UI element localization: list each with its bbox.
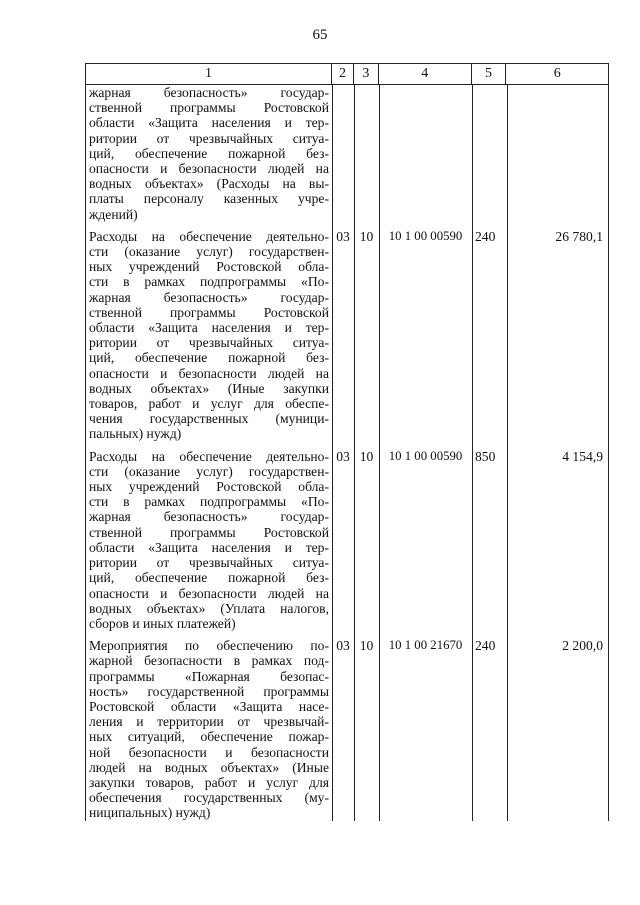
- description-line: пальных) нужд): [89, 426, 182, 442]
- row-description: [85, 449, 332, 631]
- description-line: сти в рамках подпрограммы «По-: [89, 274, 329, 290]
- header-col-1: 1: [86, 64, 332, 84]
- page-number: 65: [312, 27, 328, 43]
- description-line: ций, обеспечение пожарной без-: [89, 350, 329, 366]
- row-subsection: [354, 85, 379, 222]
- row-target-article: 10 1 00 21670: [388, 638, 463, 653]
- description-line: ления и территории от чрезвычай-: [89, 714, 329, 730]
- table-header-row: [85, 63, 609, 85]
- description-line: области «Защита населения и тер-: [89, 539, 329, 555]
- description-line: ритории от чрезвычайных ситуа-: [89, 555, 329, 571]
- description-line: Расходы на обеспечение деятельно-: [89, 228, 329, 244]
- table-body: [85, 85, 609, 821]
- description-line: жарная безопасность» государ-: [89, 85, 329, 100]
- description-line: сти в рамках подпрограммы «По-: [89, 494, 329, 510]
- header-col-4: 4: [379, 64, 472, 84]
- row-expense-type: [472, 85, 507, 222]
- description-line: сти (оказание услуг) государствен-: [89, 463, 329, 479]
- description-line: сборов и иных платежей): [89, 615, 236, 631]
- row-target-article: [379, 85, 472, 222]
- description-line: ственной программы Ростовской: [89, 100, 329, 116]
- budget-table: [85, 63, 609, 821]
- description-line: жарная безопасность» государ-: [89, 509, 329, 525]
- table-row: [85, 631, 609, 820]
- description-line: чения государственных (муници-: [89, 411, 329, 427]
- row-amount: 2 200,0: [562, 638, 603, 654]
- header-col-2: 2: [332, 64, 354, 84]
- row-subsection: 10: [359, 638, 374, 654]
- description-line: товаров, работ и услуг для обеспе-: [89, 396, 329, 412]
- description-line: ций, обеспечение пожарной без-: [89, 145, 329, 161]
- header-col-6: 6: [553, 66, 561, 81]
- row-subsection: 10: [359, 228, 374, 244]
- description-line: программы «Пожарная безопас-: [89, 668, 329, 684]
- description-line: ждений): [89, 206, 138, 222]
- description-line: людей на водных объектах» (Иные: [89, 759, 329, 775]
- description-line: обеспечения государственных (му-: [89, 790, 329, 806]
- description-line: водных объектах» (Иные закупки: [89, 380, 329, 396]
- row-target-article: 10 1 00 00590: [388, 228, 463, 243]
- description-line: ной безопасности и безопасности: [89, 744, 329, 760]
- row-amount: 4 154,9: [562, 448, 603, 464]
- description-line: водных объектах» (Расходы на вы-: [89, 176, 329, 192]
- row-section: 03: [336, 638, 350, 654]
- description-line: ственной программы Ростовской: [89, 304, 329, 320]
- row-subsection: 10: [359, 448, 374, 464]
- header-col-3: 3: [354, 64, 379, 84]
- description-line: водных объектах» (Уплата налогов,: [89, 600, 329, 616]
- description-line: платы персоналу казенных учре-: [89, 191, 329, 207]
- description-line: области «Защита населения и тер-: [89, 320, 329, 336]
- table-row: [85, 442, 609, 631]
- description-line: ственной программы Ростовской: [89, 524, 329, 540]
- description-line: опасности и безопасности людей на: [89, 365, 329, 381]
- header-col-5: 5: [472, 64, 507, 84]
- description-line: опасности и безопасности людей на: [89, 161, 329, 177]
- description-line: ность» государственной программы: [89, 683, 329, 699]
- description-line: опасности и безопасности людей на: [89, 585, 329, 601]
- table-row: [85, 222, 609, 442]
- description-line: ритории от чрезвычайных ситуа-: [89, 130, 329, 146]
- description-line: сти (оказание услуг) государствен-: [89, 244, 329, 260]
- row-amount: 26 780,1: [555, 228, 603, 244]
- description-line: Мероприятия по обеспечению по-: [89, 638, 329, 654]
- description-line: жарная безопасность» государ-: [89, 289, 329, 305]
- row-expense-type: 850: [475, 448, 496, 464]
- row-section: [332, 85, 354, 222]
- row-expense-type: 240: [475, 638, 496, 654]
- description-line: Ростовской области «Защита насе-: [89, 698, 329, 714]
- row-expense-type: 240: [475, 228, 496, 244]
- row-description: [85, 229, 332, 442]
- description-line: жарной безопасности в рамках под-: [89, 653, 329, 669]
- description-line: ных учреждений Ростовской обла-: [89, 479, 329, 495]
- description-line: ритории от чрезвычайных ситуа-: [89, 335, 329, 351]
- row-section: 03: [336, 448, 350, 464]
- description-line: ных ситуаций, обеспечение пожар-: [89, 729, 329, 745]
- description-line: закупки товаров, работ и услуг для: [89, 774, 329, 790]
- table-row: [85, 85, 609, 222]
- row-description: [85, 638, 332, 820]
- description-line: Расходы на обеспечение деятельно-: [89, 448, 329, 464]
- row-target-article: 10 1 00 00590: [388, 448, 463, 463]
- row-amount: [507, 85, 609, 222]
- row-section: 03: [336, 228, 350, 244]
- description-line: ных учреждений Ростовской обла-: [89, 259, 329, 275]
- row-description: [85, 85, 332, 222]
- description-line: ций, обеспечение пожарной без-: [89, 570, 329, 586]
- description-line: области «Защита населения и тер-: [89, 115, 329, 131]
- description-line: ниципальных) нужд): [89, 805, 211, 821]
